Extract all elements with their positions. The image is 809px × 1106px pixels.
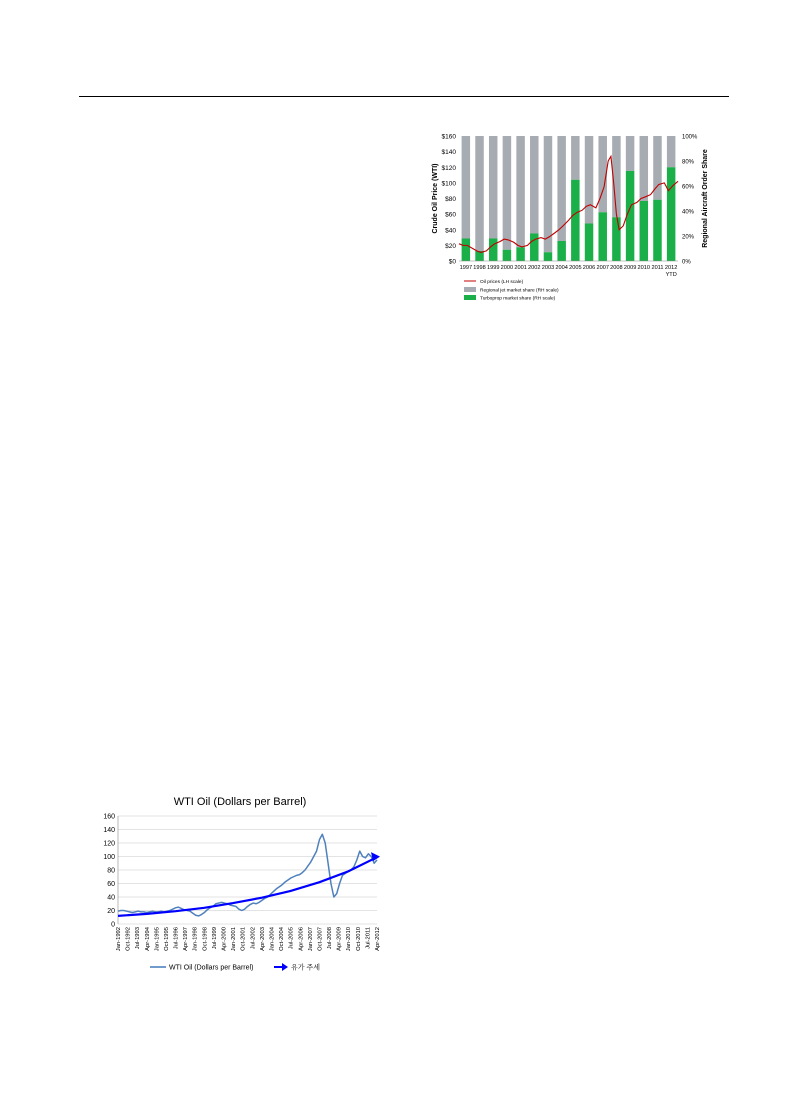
header-rule xyxy=(79,96,729,97)
y-tick-label-right: 100% xyxy=(682,134,698,141)
bar-turboprop xyxy=(544,252,552,261)
x-tick-label: Jul-1993 xyxy=(135,927,142,950)
bar-turboprop xyxy=(530,234,538,262)
x-tick-label: 2003 xyxy=(541,265,555,271)
bar-turboprop xyxy=(585,224,593,262)
x-tick-label: Oct-2001 xyxy=(240,927,247,951)
legend-label-turboprop: Turboprop market share (RH scale) xyxy=(480,296,556,302)
y-tick-label-right: 80% xyxy=(682,159,695,166)
bar-regional-jet xyxy=(571,136,579,180)
x-tick-label: 2012 xyxy=(664,265,678,271)
x-tick-label: Apr-2000 xyxy=(221,927,228,951)
x-tick-label: Jan-1995 xyxy=(154,927,161,952)
y-tick-label-left: $140 xyxy=(441,149,456,157)
x-tick-label: Jan-2001 xyxy=(231,927,238,952)
x-tick-label: 1997 xyxy=(459,265,473,271)
x-tick-label: Oct-1998 xyxy=(202,927,209,951)
legend-swatch-regional-jet xyxy=(464,287,476,292)
y-tick-label-left: $160 xyxy=(441,133,456,141)
y-tick-label: 80 xyxy=(107,867,115,875)
bar-turboprop xyxy=(571,180,579,261)
bar-turboprop xyxy=(640,201,648,261)
bar-regional-jet xyxy=(557,136,565,241)
y-tick-label-left: $20 xyxy=(445,242,456,250)
x-tick-label: 2002 xyxy=(528,265,541,271)
x-tick-label: Jul-1999 xyxy=(211,927,218,950)
bar-regional-jet xyxy=(516,136,524,247)
y-tick-label-right: 20% xyxy=(682,234,695,241)
y-tick-label-right: 60% xyxy=(682,184,695,191)
legend-swatch-turboprop xyxy=(464,295,476,300)
x-tick-label: Apr-1994 xyxy=(144,927,151,951)
x-tick-label: 2008 xyxy=(610,265,623,271)
bar-regional-jet xyxy=(503,136,511,250)
y-tick-label: 0 xyxy=(111,921,115,929)
y-tick-label: 100 xyxy=(103,854,115,861)
y-tick-label-right: 40% xyxy=(682,209,695,216)
bar-turboprop xyxy=(503,250,511,261)
x-tick-label: Jul-2008 xyxy=(327,927,334,950)
chart-background xyxy=(100,788,385,983)
x-tick-label: Oct-2007 xyxy=(317,927,324,951)
y-tick-label-left: $120 xyxy=(441,164,456,172)
wti-oil-chart xyxy=(100,788,385,983)
y-tick-label: 60 xyxy=(107,881,115,888)
y-tick-label-left: $40 xyxy=(445,227,456,235)
x-tick-label: Apr-2012 xyxy=(375,927,381,951)
x-tick-label: Oct-2004 xyxy=(279,927,286,951)
x-tick-label: Oct-1992 xyxy=(125,927,132,951)
x-tick-label: Jan-2007 xyxy=(307,927,314,952)
x-tick-label: Apr-2009 xyxy=(336,927,343,951)
x-tick-label: Jan-2010 xyxy=(346,927,353,952)
regional-orders-chart xyxy=(428,128,710,308)
legend-label-oil: Oil prices (LH scale) xyxy=(480,280,524,285)
x-tick-label: Jan-2004 xyxy=(269,927,276,952)
bar-regional-jet xyxy=(626,136,634,171)
legend-label-wti: WTI Oil (Dollars per Barrel) xyxy=(169,964,254,972)
x-tick-label: Oct-1995 xyxy=(163,927,170,951)
x-tick-label: 2007 xyxy=(596,265,609,271)
x-tick-label: Jan-1998 xyxy=(192,927,199,952)
y-tick-label-left: $60 xyxy=(445,211,456,219)
bar-regional-jet xyxy=(530,136,538,234)
bar-regional-jet xyxy=(489,136,497,239)
bar-turboprop xyxy=(653,200,661,261)
x-tick-label: 2005 xyxy=(569,265,582,271)
y-tick-label: 120 xyxy=(103,840,115,848)
x-tick-label: Jul-1996 xyxy=(173,927,180,950)
bar-regional-jet xyxy=(667,136,675,167)
bar-turboprop xyxy=(462,239,470,262)
bar-turboprop xyxy=(489,239,497,262)
y-tick-label: 140 xyxy=(103,827,115,834)
bar-turboprop xyxy=(667,167,675,261)
bar-regional-jet xyxy=(462,136,470,239)
y-tick-label: 20 xyxy=(107,908,115,915)
x-tick-label: Jan-1992 xyxy=(116,927,122,952)
x-tick-label: 2010 xyxy=(637,265,651,271)
bar-turboprop xyxy=(612,217,620,261)
x-tick-label: 2006 xyxy=(582,265,596,271)
y-axis-label-right: Regional Aircraft Order Share xyxy=(702,149,709,248)
x-tick-label: Jul-2011 xyxy=(365,927,372,949)
x-tick-label: Jul-2005 xyxy=(288,927,295,950)
x-tick-label: Oct-2010 xyxy=(355,927,362,951)
y-tick-label-right: 0% xyxy=(682,259,691,266)
x-tick-label: Jul-2002 xyxy=(250,927,257,950)
legend-label-regional-jet: Regional jet market share (RH scale) xyxy=(480,288,559,294)
y-tick-label: 160 xyxy=(103,813,115,821)
x-tick-label: Apr-2006 xyxy=(298,927,305,951)
x-tick-label: 1999 xyxy=(486,265,500,271)
x-tick-label: 2000 xyxy=(500,265,514,271)
bar-regional-jet xyxy=(544,136,552,252)
y-tick-label: 40 xyxy=(107,894,115,902)
legend-label-trend: 유가 주세 xyxy=(291,964,320,972)
y-axis-label-left: Crude Oil Price (WTI) xyxy=(432,163,439,234)
bar-regional-jet xyxy=(640,136,648,201)
x-tick-label: 2004 xyxy=(555,265,568,271)
bar-turboprop xyxy=(516,247,524,261)
bar-regional-jet xyxy=(475,136,483,251)
x-tick-label: 2011 xyxy=(651,265,664,271)
bar-turboprop xyxy=(557,241,565,261)
x-tick-label: 1998 xyxy=(473,265,486,271)
bar-turboprop xyxy=(598,212,606,261)
x-tick-label: Apr-1997 xyxy=(183,927,190,951)
x-tick-label: 2001 xyxy=(514,265,527,271)
x-tick-sublabel: YTD xyxy=(665,272,677,278)
y-tick-label-left: $100 xyxy=(441,180,456,188)
y-tick-label-left: $80 xyxy=(445,196,456,203)
bar-regional-jet xyxy=(585,136,593,224)
chart-title: WTI Oil (Dollars per Barrel) xyxy=(173,796,307,808)
x-tick-label: Apr-2003 xyxy=(259,927,266,951)
y-tick-label-left: $0 xyxy=(448,258,456,266)
x-tick-label: 2009 xyxy=(623,265,637,271)
